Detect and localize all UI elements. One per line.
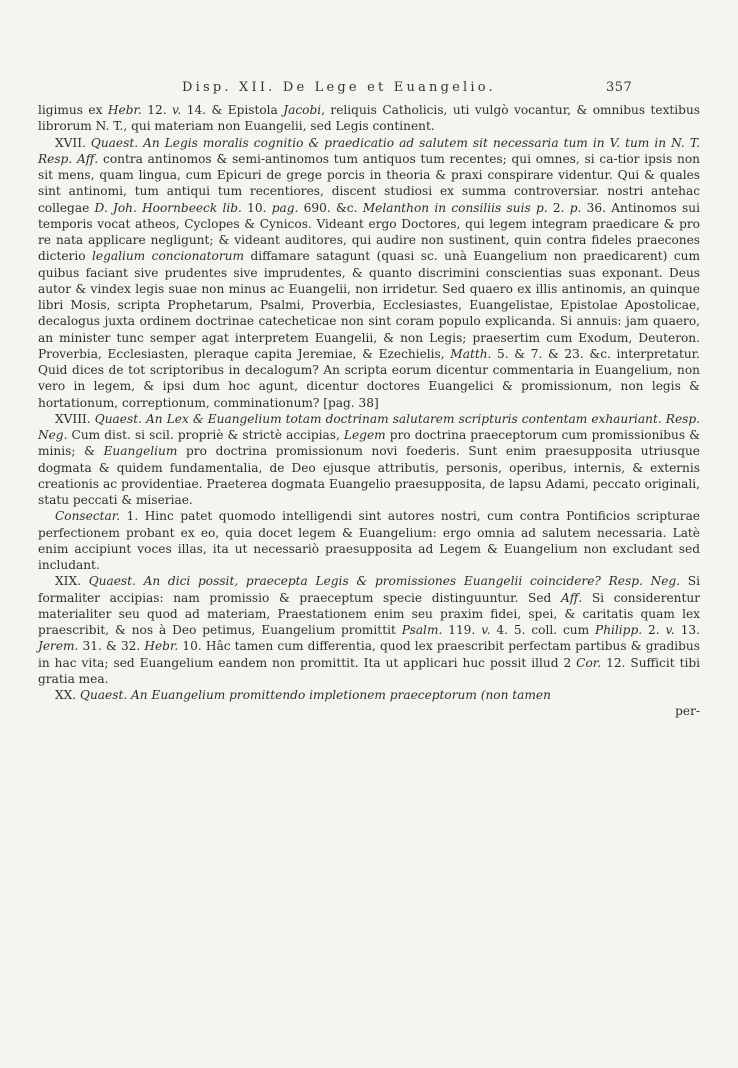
italic-text: v. (665, 623, 675, 637)
text-segment: 36. Antinomos sui temporis vocat atheos, Cyclopes & Cynicos. Videant ergo Doctores, qui legem integram praedicare & pro re nata applicare negligunt; & videant auditores, qui audire non sustinent, quin contra fideles praecones dicterio (38, 200, 700, 264)
catchword: per- (675, 704, 700, 719)
paragraph (38, 573, 700, 687)
italic-text: legalium concionatorum (92, 249, 244, 264)
italic-text: Quaest. An Lex & Euangelium totam doctrinam salutarem scripturis contentam exhauriant. Resp. Neg. (38, 411, 700, 442)
italic-text: Matth. (450, 346, 492, 361)
text-segment: 1. Hinc patet quomodo intelligendi sint autores nostri, cum contra Pontificios scripturae perfectionem probant ex eo, quia docet legem & Euangelium: ergo omnia ad salutem necessaria. Latè enim accipiunt voces illas, ita ut necessariò praesupposita ad Legem & Euangelium non excludant sed includant. (38, 509, 700, 572)
text-segment: ligimus ex (38, 103, 108, 117)
text-segment: Si formaliter accipias: nam promissio & praeceptum specie distinguuntur. Sed (38, 574, 700, 605)
italic-text: Aff. (560, 590, 583, 605)
text-segment: 119. (442, 623, 482, 637)
text-segment: 10. Hâc tamen cum differentia, quod lex praescribit perfectam partibus & gradibus in hac vita; sed Euangelium eandem non promittit. Ita ut applicari huc possit illud 2 (38, 639, 700, 670)
text-segment: 13. (674, 623, 700, 637)
italic-text: v. (481, 623, 491, 637)
text-segment: 2. (547, 200, 570, 215)
page-number: 357 (606, 80, 633, 95)
italic-text: Hebr. (107, 103, 142, 117)
italic-text: Quaest. An Euangelium promittendo impletionem praeceptorum (non tamen (80, 688, 551, 702)
text-segment: diffamare satagunt (quasi sc. unà Euangelium non praedicarent) cum quibus faciant sive prudentes sive imprudentes, & quanto discrimini conscientias suas exponant. Deus autor & vindex legis suae non minus ac Euangelii, non irridetur. Sed quaero ex illis antinomis, an quinque libri Mosis, scripta Prophetarum, Psalmi, Proverbia, Ecclesiastes, Euangelistae, Epistolae Apostolicae, decalogus juxta ordinem doctrinae catecheticae non sint coram populo explicanda. Si annuis: jam quaero, an minister tunc semper agat interpretem Euangelii, & non Legis; praesertim cum Exodum, Deuteron. Proverbia, Ecclesiasten, pleraque capita Jeremiae, & Ezechielis, (38, 249, 700, 361)
italic-text: pag. (271, 200, 299, 215)
text-segment: contra antinomos & semi-antinomos tum antiquos tum recentes; qui omnes, si ca-tior ipsis non sit mens, quam lingua, cum Epicuri de grege porcis in theoria & praxi conspirare videntur. Qui & quales sint antinomi, tum antiqui tum recentiores, discent studiosi ex summa controversiar. nostri antehac collegae (38, 151, 700, 215)
text-segment: 12. (141, 103, 172, 117)
text-segment: 4. 5. coll. cum (490, 623, 596, 637)
italic-text: Consectar. (55, 509, 121, 524)
text-segment: XVII. (55, 135, 91, 150)
italic-text: v. (172, 103, 182, 117)
text-segment: 2. (642, 623, 666, 637)
paragraph (38, 135, 700, 411)
page-body (38, 102, 700, 720)
italic-text: Melanthon in consiliis suis p. (362, 200, 548, 215)
text-segment: 14. & Epistola (181, 103, 284, 117)
text-segment: pro doctrina promissionum novi foederis. Sunt enim praesupposita utriusque dogmata & quidem fundamentalia, de Deo ejusque attributis, personis, operibus, internis, & externis creationis ac providentiae. Praeterea dogmata Euangelio praesupposita, de lapsu Adami, peccato originali, statu peccati & miseriae. (38, 444, 700, 507)
text-segment: 690. &c. (298, 200, 363, 215)
text-segment: 31. & 32. (78, 639, 145, 654)
italic-text: Hebr. (144, 639, 179, 654)
italic-text: Quaest. An Legis moralis cognitio & praedicatio ad salutem sit necessaria tum in V. tum in N. T. Resp. Aff. (38, 135, 700, 166)
italic-text: Cor. (576, 655, 602, 670)
text-segment: Si considerentur materialiter seu quod ad materiam, Praestationem enim seu praxim fidei, spei, & caritatis quam lex praescribit, & nos à Deo petimus, Euangelium promittit (38, 590, 700, 637)
text-segment: 10. (241, 200, 272, 215)
paragraph-list (38, 102, 700, 703)
text-segment: Cum dist. si scil. propriè & strictè accipias, (67, 428, 344, 442)
text-segment: XIX. (55, 574, 89, 589)
text-segment: pro doctrina praeceptorum cum promissionibus & minis; & (38, 428, 700, 459)
text-segment: 12. Sufficit tibi gratia mea. (38, 655, 700, 686)
paragraph (38, 102, 700, 135)
italic-text: D. Joh. Hoornbeeck lib. (94, 200, 242, 215)
text-segment: XX. (55, 688, 81, 702)
italic-text: Philipp. (595, 623, 643, 637)
running-title: Disp. XII. De Lege et Euangelio. (182, 80, 496, 95)
italic-text: Euangelium (103, 444, 178, 459)
text-segment: , reliquis Catholicis, uti vulgò vocantur, & omnibus textibus librorum N. T., qui materiam non Euangelii, sed Legis continent. (38, 103, 701, 134)
text-segment: XVIII. (55, 411, 95, 426)
italic-text: Quaest. An dici possit, praecepta Legis & promissiones Euangelii coincidere? Resp. Neg. (88, 574, 681, 589)
paragraph (38, 508, 700, 573)
paragraph (38, 687, 700, 703)
italic-text: Jacobi (283, 103, 322, 117)
italic-text: p. (569, 200, 582, 215)
italic-text: Psalm. (401, 623, 443, 637)
italic-text: Legem (343, 428, 386, 442)
italic-text: Jerem. (38, 639, 79, 654)
text-segment: 5. & 7. & 23. &c. interpretatur. Quid dices de tot scriptoribus in decalogum? An scripta eorum dicentur commentaria in Euangelium, non vero in legem, & ipsi dum hoc agunt, dicentur doctores Euangelici & promissionum, non legis & hortationum, correptionum, comminationum? [pag. 38] (38, 346, 700, 410)
paragraph (38, 411, 700, 509)
